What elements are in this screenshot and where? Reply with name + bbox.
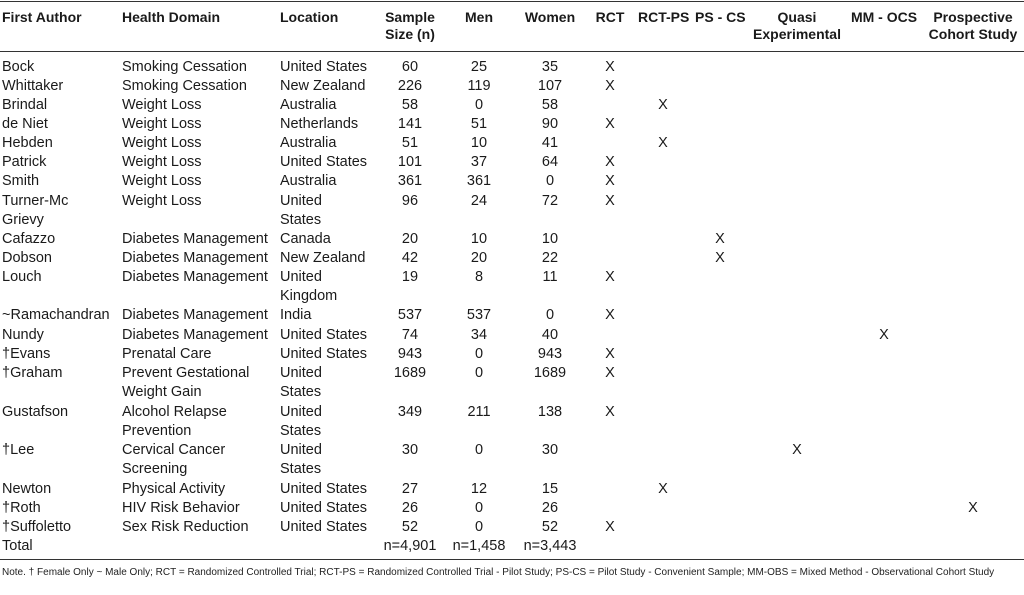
cell-n: 26 [401, 500, 419, 516]
cell-pscs: X [715, 250, 725, 266]
cell-domain: Diabetes Management [122, 231, 268, 247]
cell-domain: Weight Loss [122, 193, 202, 209]
cell-pscs: X [715, 231, 725, 247]
cell-n: 141 [397, 116, 423, 132]
cell-women: 64 [541, 154, 559, 170]
cell-men: 37 [470, 154, 488, 170]
column-header-rct: RCT [595, 9, 625, 25]
cell-men: 24 [470, 193, 488, 209]
cell-n: 96 [401, 193, 419, 209]
cell-author: †Lee [2, 442, 35, 458]
cell-domain: Prenatal Care [122, 346, 212, 362]
cell-women: 0 [545, 307, 555, 323]
cell-n: 51 [401, 135, 419, 151]
cell-men: 0 [474, 346, 484, 362]
cell-rct: X [605, 269, 615, 285]
cell-women: 138 [537, 404, 563, 420]
cell-author: Whittaker [2, 78, 64, 94]
cell-author: †Roth [2, 500, 41, 516]
cell-rct: X [605, 59, 615, 75]
cell-author: Nundy [2, 327, 44, 343]
cell-women: 58 [541, 97, 559, 113]
cell-rct: X [605, 154, 615, 170]
cell-domain: Alcohol Relapse Prevention [122, 404, 227, 439]
cell-men: 211 [467, 404, 491, 420]
cell-rct: X [605, 307, 615, 323]
cell-men: 10 [470, 135, 488, 151]
cell-author: †Evans [2, 346, 51, 362]
cell-men: 0 [474, 519, 484, 535]
cell-men: 537 [466, 307, 492, 323]
cell-author: †Suffoletto [2, 519, 72, 535]
table-bottom-rule [0, 559, 1024, 560]
cell-n: 101 [397, 154, 423, 170]
cell-n: 537 [397, 307, 423, 323]
cell-men: 0 [474, 97, 484, 113]
cell-women: 52 [541, 519, 559, 535]
cell-rct: X [605, 78, 615, 94]
table-top-rule [0, 1, 1024, 2]
cell-author: Dobson [2, 250, 52, 266]
column-header-women: Women [524, 9, 576, 25]
cell-location: United States [280, 154, 368, 170]
cell-domain: Smoking Cessation [122, 78, 247, 94]
cell-author: ~Ramachandran [2, 307, 110, 323]
cell-domain: Weight Loss [122, 97, 202, 113]
cell-location: Australia [280, 97, 337, 113]
cell-women: 107 [537, 78, 563, 94]
cell-men: 361 [466, 173, 492, 189]
cell-n: 58 [401, 97, 419, 113]
cell-n: 27 [401, 481, 419, 497]
cell-men: 8 [474, 269, 484, 285]
cell-n: 30 [401, 442, 419, 458]
cell-women: 72 [541, 193, 559, 209]
cell-location: United States [280, 500, 368, 516]
cell-women: 22 [541, 250, 559, 266]
cell-location: United States [280, 519, 368, 535]
cell-author: Cafazzo [2, 231, 56, 247]
cell-mmocs: X [879, 327, 889, 343]
cell-n: 20 [401, 231, 419, 247]
cell-women: 40 [541, 327, 559, 343]
cell-author: Smith [2, 173, 40, 189]
cell-women: 10 [541, 231, 559, 247]
total-men: n=1,458 [452, 538, 506, 554]
cell-women: 15 [541, 481, 559, 497]
cell-men: 119 [467, 78, 491, 94]
cell-location: United States [280, 327, 368, 343]
cell-n: 60 [401, 59, 419, 75]
table-note: Note. † Female Only ~ Male Only; RCT = Randomized Controlled Trial; RCT-PS = Randomized Controlled Trial - Pilot Study; PS-CS = Pilot Study - Convenient Sample; MM-OBS = Mixed Method - Observational Cohort Study [2, 567, 995, 578]
cell-domain: Sex Risk Reduction [122, 519, 249, 535]
cell-rctps: X [658, 97, 668, 113]
cell-author: Gustafson [2, 404, 69, 420]
cell-location: United States [280, 193, 322, 228]
cell-location: Australia [280, 173, 337, 189]
cell-domain: Diabetes Management [122, 307, 268, 323]
column-header-mmocs: MM - OCS [850, 9, 918, 25]
cell-rct: X [605, 173, 615, 189]
cell-men: 10 [470, 231, 488, 247]
column-header-author: First Author [2, 9, 82, 25]
cell-men: 0 [474, 500, 484, 516]
cell-location: New Zealand [280, 250, 366, 266]
cell-n: 42 [401, 250, 419, 266]
column-header-pcs: Prospective Cohort Study [928, 9, 1018, 42]
cell-author: Turner-McGrievy [2, 193, 69, 228]
column-header-n: Sample Size (n) [385, 9, 435, 42]
cell-author: Hebden [2, 135, 53, 151]
cell-author: Brindal [2, 97, 48, 113]
cell-author: Patrick [2, 154, 47, 170]
column-header-men: Men [465, 9, 493, 25]
cell-location: United States [280, 346, 368, 362]
cell-n: 361 [397, 173, 423, 189]
cell-location: India [280, 307, 312, 323]
cell-author: Newton [2, 481, 52, 497]
column-header-rctps: RCT-PS [638, 9, 690, 25]
cell-rct: X [605, 404, 615, 420]
cell-rctps: X [658, 481, 668, 497]
cell-domain: Diabetes Management [122, 250, 268, 266]
cell-rct: X [605, 519, 615, 535]
cell-women: 35 [541, 59, 559, 75]
cell-rctps: X [658, 135, 668, 151]
total-women: n=3,443 [523, 538, 577, 554]
cell-men: 34 [470, 327, 488, 343]
cell-women: 11 [542, 269, 558, 285]
cell-n: 349 [397, 404, 423, 420]
cell-rct: X [605, 365, 615, 381]
cell-domain: Diabetes Management [122, 327, 268, 343]
cell-n: 943 [397, 346, 423, 362]
column-header-domain: Health Domain [122, 9, 221, 25]
cell-rct: X [605, 116, 615, 132]
column-header-pscs: PS - CS [695, 9, 746, 25]
cell-location: Australia [280, 135, 337, 151]
cell-location: United States [280, 404, 322, 439]
cell-location: New Zealand [280, 78, 366, 94]
cell-location: United Kingdom [280, 269, 338, 304]
cell-men: 51 [470, 116, 488, 132]
cell-men: 20 [470, 250, 488, 266]
cell-location: United States [280, 59, 368, 75]
cell-men: 0 [474, 365, 484, 381]
cell-location: United States [280, 481, 368, 497]
cell-author: Bock [2, 59, 35, 75]
cell-women: 0 [545, 173, 555, 189]
cell-n: 1689 [393, 365, 427, 381]
cell-location: Netherlands [280, 116, 359, 132]
cell-domain: Weight Loss [122, 154, 202, 170]
column-header-location: Location [280, 9, 339, 25]
cell-domain: Weight Loss [122, 135, 202, 151]
cell-quasi: X [792, 442, 802, 458]
cell-rct: X [605, 346, 615, 362]
total-n: n=4,901 [383, 538, 437, 554]
cell-location: United States [280, 442, 322, 477]
cell-domain: HIV Risk Behavior [122, 500, 240, 516]
cell-author: Louch [2, 269, 42, 285]
cell-domain: Smoking Cessation [122, 59, 247, 75]
table-header-rule [0, 51, 1024, 52]
cell-location: United States [280, 365, 322, 400]
cell-n: 226 [397, 78, 423, 94]
cell-men: 12 [470, 481, 488, 497]
cell-domain: Physical Activity [122, 481, 226, 497]
cell-author: †Graham [2, 365, 63, 381]
cell-domain: Diabetes Management [122, 269, 268, 285]
cell-women: 41 [541, 135, 559, 151]
cell-domain: Weight Loss [122, 173, 202, 189]
cell-n: 52 [401, 519, 419, 535]
cell-domain: Prevent Gestational Weight Gain [122, 365, 250, 400]
cell-men: 25 [470, 59, 488, 75]
cell-domain: Cervical Cancer Screening [122, 442, 226, 477]
cell-pcs: X [968, 500, 978, 516]
cell-author: de Niet [2, 116, 48, 132]
column-header-quasi: Quasi Experimental [753, 9, 841, 42]
cell-men: 0 [474, 442, 484, 458]
cell-women: 90 [541, 116, 559, 132]
cell-women: 943 [537, 346, 563, 362]
cell-women: 30 [541, 442, 559, 458]
cell-women: 1689 [533, 365, 567, 381]
cell-women: 26 [541, 500, 559, 516]
cell-domain: Weight Loss [122, 116, 202, 132]
cell-location: Canada [280, 231, 331, 247]
cell-rct: X [605, 193, 615, 209]
total-label: Total [2, 538, 33, 554]
cell-n: 19 [401, 269, 419, 285]
cell-n: 74 [401, 327, 419, 343]
